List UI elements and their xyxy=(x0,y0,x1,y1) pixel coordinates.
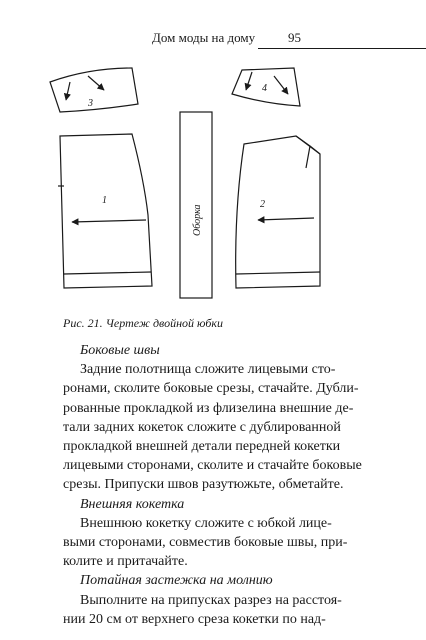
paragraph-line: срезы. Припуски швов разутюжьте, обметайте. xyxy=(63,477,344,493)
piece-label-3: 3 xyxy=(88,98,93,109)
paragraph-line: ронами, сколите боковые срезы, стачайте. Дубли- xyxy=(63,381,359,397)
running-title: Дом моды на дому xyxy=(152,30,256,45)
paragraph-line: тали задних кокеток сложите с дублированной xyxy=(63,419,341,435)
front-skirt-piece-2 xyxy=(236,136,320,288)
skirt-pattern-figure xyxy=(44,60,334,310)
front-yoke-piece-4 xyxy=(232,68,300,106)
body-text xyxy=(63,341,362,629)
piece-label-flounce: Оборка xyxy=(192,204,203,236)
paragraph-line: лицевыми сторонами, сколите и стачайте боковые xyxy=(63,458,362,474)
page-header xyxy=(150,26,426,48)
section-heading-side-seams: Боковые швы xyxy=(80,343,160,358)
paragraph-line: Выполните на припусках разрез на расстоя- xyxy=(80,592,342,608)
piece-label-2: 2 xyxy=(260,199,265,210)
paragraph-line: нии 20 см от верхнего среза кокетки по над- xyxy=(63,611,326,627)
paragraph-line: Задние полотнища сложите лицевыми сто- xyxy=(80,362,336,378)
piece-label-4: 4 xyxy=(262,83,267,94)
paragraph-line: прокладкой внешней детали передней кокетки xyxy=(63,439,341,455)
header-rule xyxy=(258,48,426,49)
figure-caption: Рис. 21. Чертеж двойной юбки xyxy=(63,316,223,330)
paragraph-line: колите и притачайте. xyxy=(63,554,188,570)
flounce-strip xyxy=(180,112,212,298)
page-number: 95 xyxy=(288,30,301,45)
piece-label-1: 1 xyxy=(102,195,107,206)
section-heading-outer-yoke: Внешняя кокетка xyxy=(80,496,185,512)
back-yoke-piece-3 xyxy=(50,68,138,112)
section-heading-hidden-zipper: Потайная застежка на молнию xyxy=(80,573,273,589)
paragraph-line: рованные прокладкой из флизелина внешние де- xyxy=(63,400,354,416)
paragraph-line: выми сторонами, совместив боковые швы, при- xyxy=(63,535,348,551)
back-skirt-piece-1 xyxy=(58,134,152,288)
paragraph-line: Внешнюю кокетку сложите с юбкой лице- xyxy=(80,515,332,531)
